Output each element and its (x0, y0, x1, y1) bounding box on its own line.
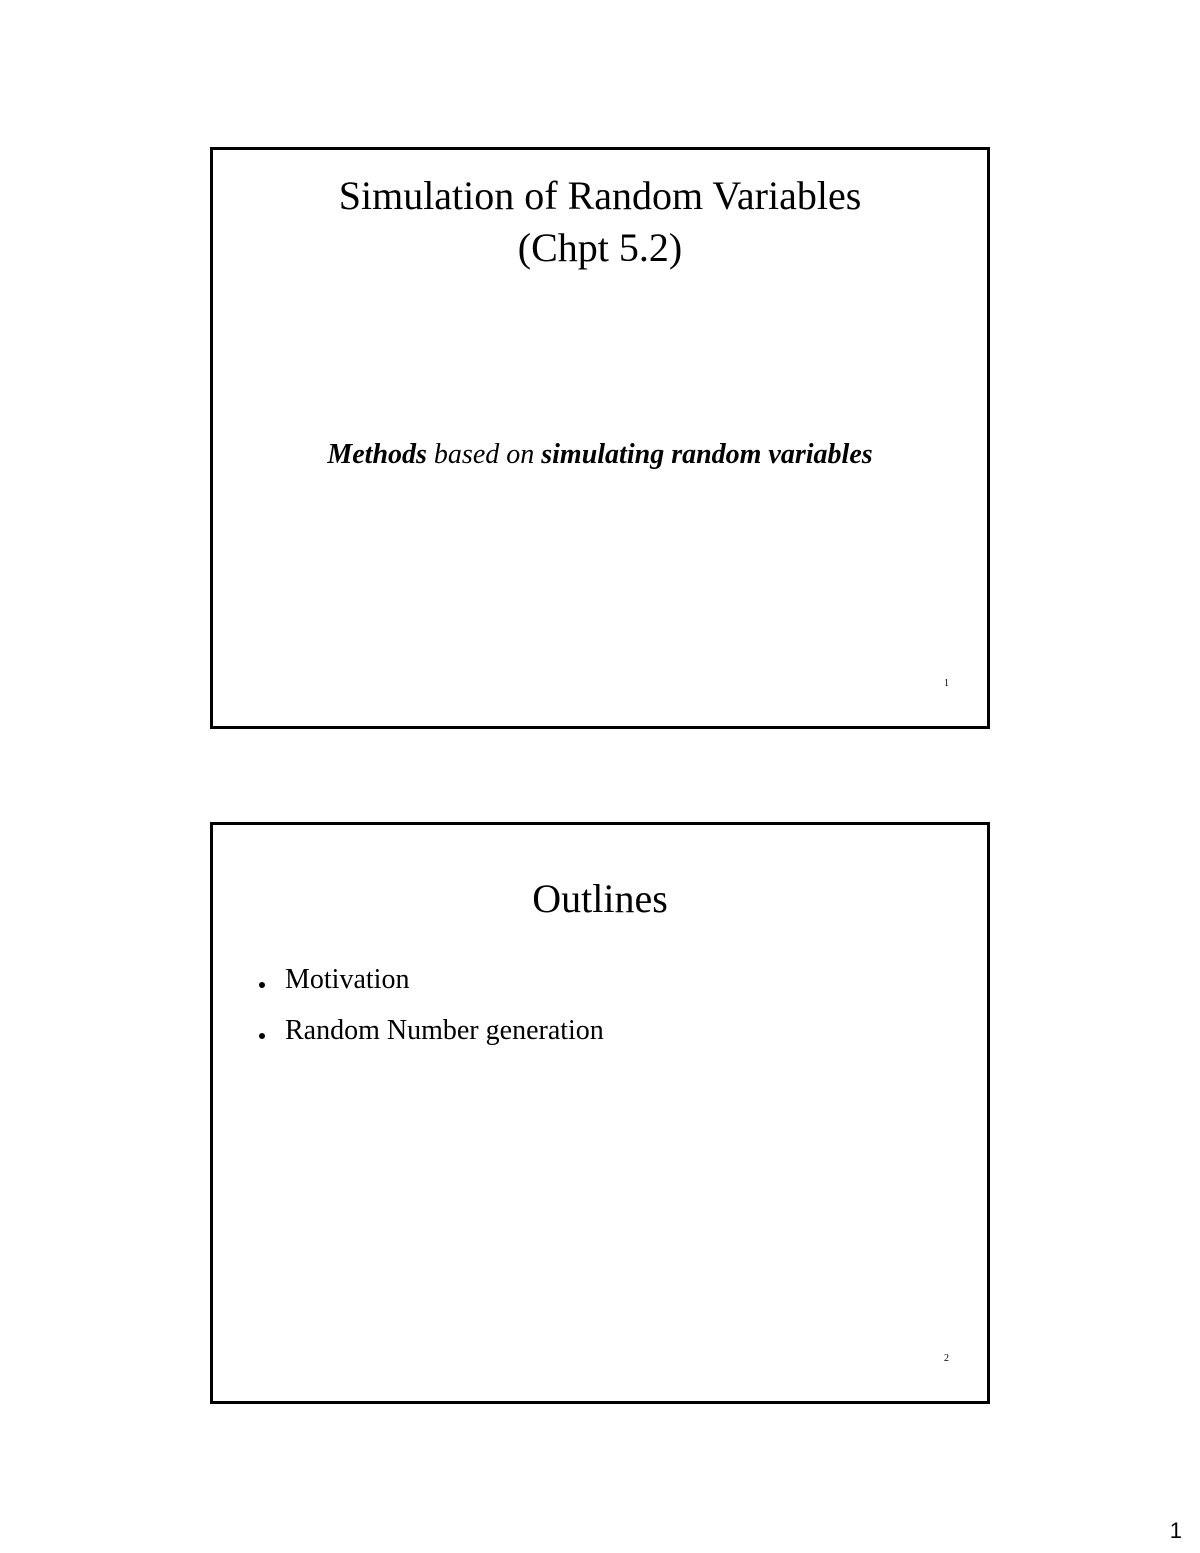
list-item (259, 1014, 604, 1048)
outline-item-motivation: Motivation (285, 964, 410, 995)
slide-1 (210, 147, 990, 729)
bullet-dot-icon (259, 1033, 265, 1039)
slide-2-title: Outlines (532, 876, 668, 921)
outline-item-random-number-generation: Random Number generation (285, 1015, 604, 1046)
slide-1-number: 1 (944, 678, 949, 689)
slide-1-title-line2: (Chpt 5.2) (517, 225, 683, 270)
slide-1-title-line1: Simulation of Random Variables (338, 173, 862, 218)
slide-2-number: 2 (944, 1353, 949, 1364)
list-item (259, 963, 604, 997)
subtitle-topic: simulating random variables (541, 439, 873, 470)
subtitle-methods: Methods (327, 439, 427, 470)
page-number: 1 (1169, 1518, 1182, 1543)
outline-list (259, 963, 604, 1065)
slide-1-title (213, 170, 987, 274)
slide-1-subtitle (213, 438, 987, 472)
subtitle-connector: based on (426, 439, 542, 470)
slide-2 (210, 822, 990, 1404)
bullet-dot-icon (259, 982, 265, 988)
